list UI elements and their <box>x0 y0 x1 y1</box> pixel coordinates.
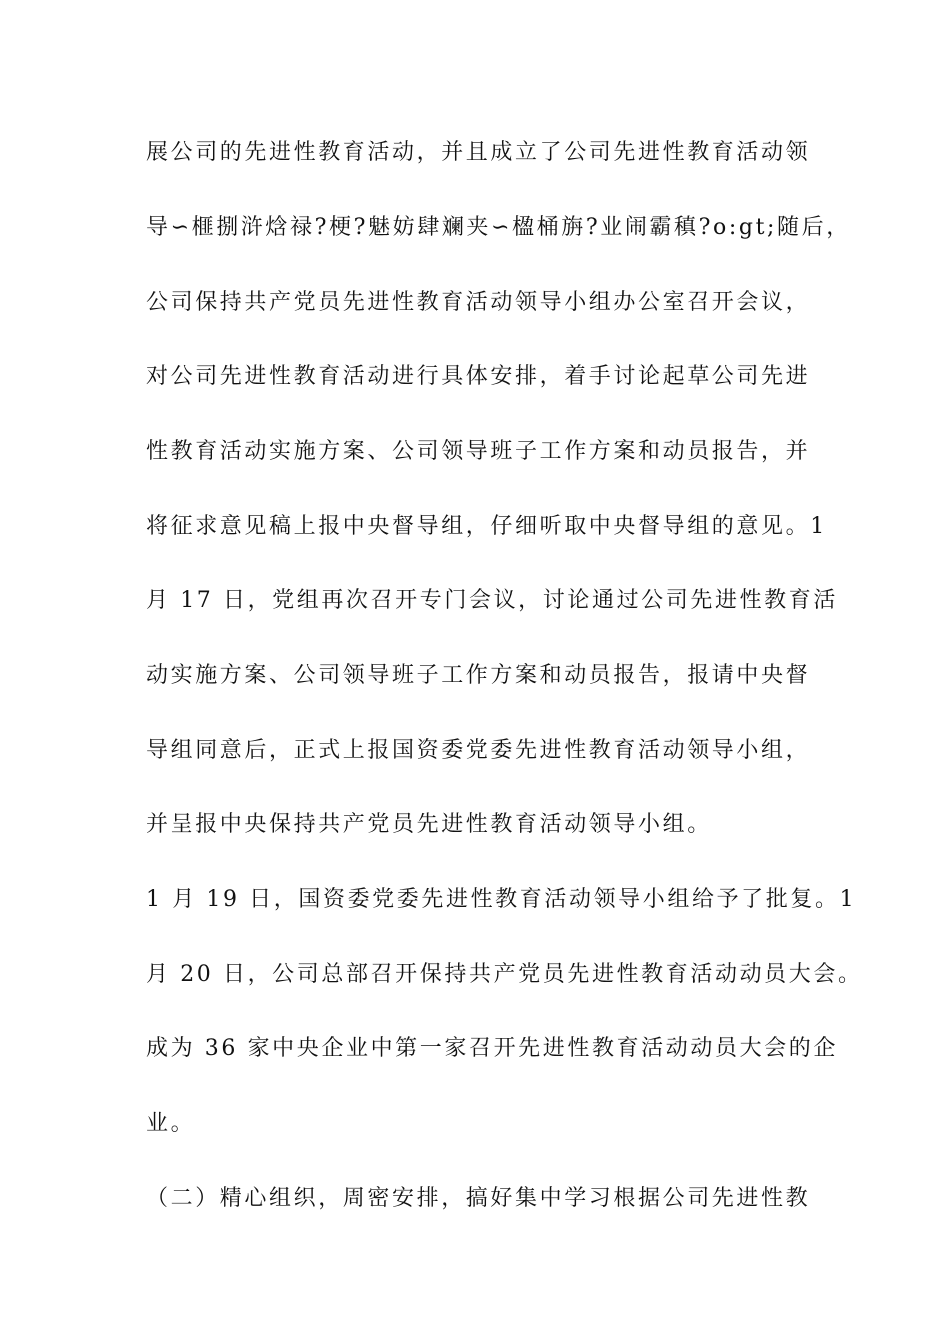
text-line-5: 性教育活动实施方案、公司领导班子工作方案和动员报告，并 <box>146 439 811 464</box>
text-line-2: 导∽榧捌浒焓禄?梗?魅妨肆斓夹∽楹桶旃?业闹霸稹?o:gt;随后， <box>146 215 851 240</box>
text-line-8: 动实施方案、公司领导班子工作方案和动员报告，报请中央督 <box>146 663 811 688</box>
text-line-14: 业。 <box>146 1111 196 1136</box>
text-line-3: 公司保持共产党员先进性教育活动领导小组办公室召开会议， <box>146 290 811 315</box>
text-line-9: 导组同意后，正式上报国资委党委先进性教育活动领导小组， <box>146 738 811 763</box>
text-line-1: 展公司的先进性教育活动，并且成立了公司先进性教育活动领 <box>146 140 811 165</box>
text-line-4: 对公司先进性教育活动进行具体安排，着手讨论起草公司先进 <box>146 364 811 389</box>
text-line-7: 月 17 日，党组再次召开专门会议，讨论通过公司先进性教育活 <box>146 588 838 613</box>
text-line-10: 并呈报中央保持共产党员先进性教育活动领导小组。 <box>146 812 712 837</box>
text-line-12: 月 20 日，公司总部召开保持共产党员先进性教育活动动员大会。 <box>146 962 863 987</box>
text-line-15: （二）精心组织，周密安排，搞好集中学习根据公司先进性教 <box>146 1186 811 1211</box>
text-line-13: 成为 36 家中央企业中第一家召开先进性教育活动动员大会的企 <box>146 1036 838 1061</box>
text-line-6: 将征求意见稿上报中央督导组，仔细听取中央督导组的意见。1 <box>146 514 827 539</box>
text-line-11: 1 月 19 日，国资委党委先进性教育活动领导小组给予了批复。1 <box>146 887 857 912</box>
